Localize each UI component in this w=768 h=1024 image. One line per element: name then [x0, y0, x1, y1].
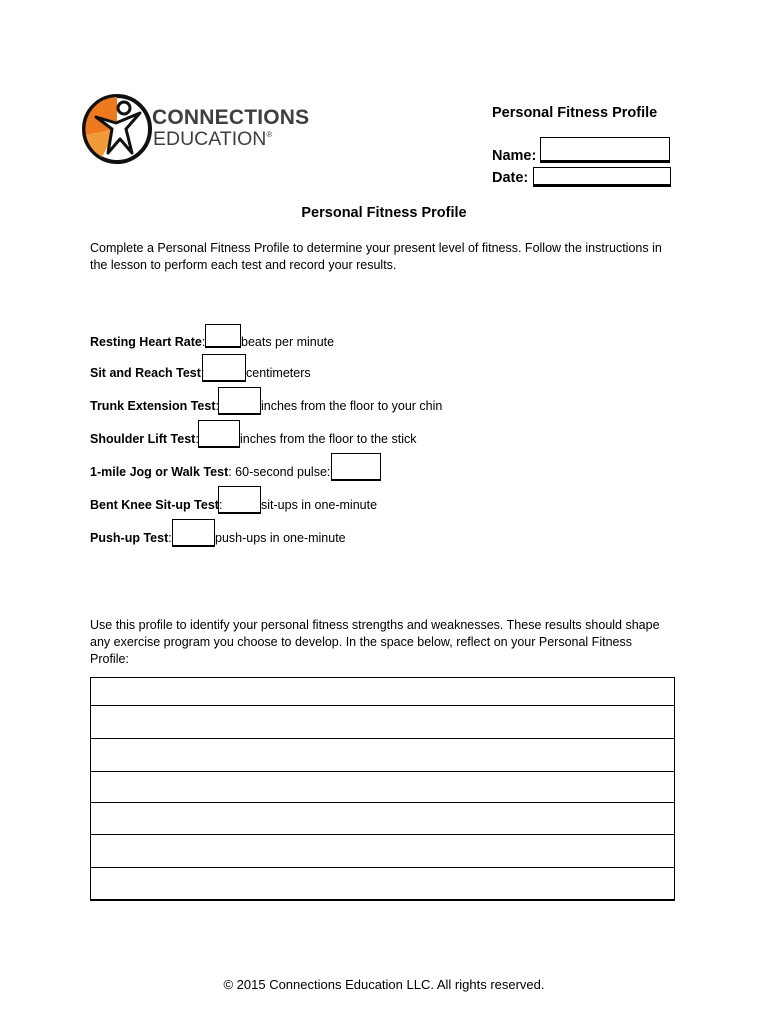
test-unit: sit-ups in one-minute — [261, 498, 378, 512]
reflection-row[interactable] — [91, 706, 674, 738]
test-label: Resting Heart Rate — [90, 335, 202, 349]
connections-education-logo-icon — [82, 93, 152, 165]
test-unit: inches from the floor to the stick — [240, 432, 417, 446]
reflection-row[interactable] — [91, 678, 674, 705]
test-row-sit-and-reach — [90, 366, 204, 380]
name-label: Name: — [492, 148, 537, 164]
jog-walk-pulse-field[interactable] — [331, 453, 381, 481]
test-separator: : — [195, 432, 199, 446]
test-row-shoulder-lift — [90, 432, 199, 446]
test-separator: : — [215, 399, 219, 413]
test-row-bent-knee-situp — [90, 498, 222, 512]
page-title: Personal Fitness Profile — [301, 205, 467, 221]
reflection-row[interactable] — [91, 803, 674, 834]
reflection-row[interactable] — [91, 739, 674, 771]
test-row-trunk-extension — [90, 399, 219, 413]
sit-and-reach-field[interactable] — [202, 354, 246, 382]
pushup-field[interactable] — [172, 519, 215, 547]
bent-knee-situp-field[interactable] — [218, 486, 261, 514]
test-row-jog-walk — [90, 465, 330, 479]
test-label: Sit and Reach Test — [90, 366, 201, 380]
test-separator: : — [201, 335, 206, 349]
header-title: Personal Fitness Profile — [492, 105, 658, 121]
test-label: Trunk Extension Test — [90, 399, 216, 413]
date-label: Date: — [492, 170, 529, 186]
test-label: Push-up Test — [90, 531, 169, 545]
reflection-row[interactable] — [91, 772, 674, 802]
trunk-extension-field[interactable] — [215, 387, 261, 415]
intro-text: Complete a Personal Fitness Profile to determine your present level of fitness. Follow the instructions in the lesson to perform each test and record your results. — [90, 241, 662, 272]
test-label: Bent Knee Sit-up Test — [90, 498, 219, 512]
registered-mark: ® — [266, 130, 273, 139]
brand-name-line1: CONNECTIONS — [152, 106, 310, 129]
test-label: 1-mile Jog or Walk Test — [90, 465, 229, 479]
name-field[interactable] — [540, 137, 670, 163]
test-unit: inches from the floor to your chin — [261, 399, 443, 413]
reflection-table — [90, 677, 675, 901]
test-unit: centimeters — [246, 366, 311, 380]
date-field[interactable] — [533, 167, 671, 187]
test-separator: : — [218, 498, 223, 512]
resting-heart-rate-field[interactable] — [205, 324, 241, 348]
test-separator: : 60-second pulse: — [228, 465, 331, 479]
copyright-footer: © 2015 Connections Education LLC. All rights reserved. — [223, 977, 545, 992]
test-unit: push-ups in one-minute — [215, 531, 346, 545]
reflection-row[interactable] — [91, 835, 674, 867]
test-row-pushup — [90, 531, 172, 545]
brand-name-line2: EDUCATION® — [153, 128, 273, 150]
test-separator: : — [200, 366, 205, 380]
reflection-prompt: Use this profile to identify your personal fitness strengths and weaknesses. These results should shape any exercise program you choose to develop. In the space below, reflect on your Personal Fitness Profile: — [90, 618, 660, 666]
test-separator: : — [168, 531, 172, 545]
test-label: Shoulder Lift Test — [90, 432, 196, 446]
test-unit: beats per minute — [241, 335, 335, 349]
shoulder-lift-field[interactable] — [198, 420, 240, 448]
test-row-resting-heart-rate — [90, 335, 205, 349]
reflection-row[interactable] — [91, 868, 674, 899]
